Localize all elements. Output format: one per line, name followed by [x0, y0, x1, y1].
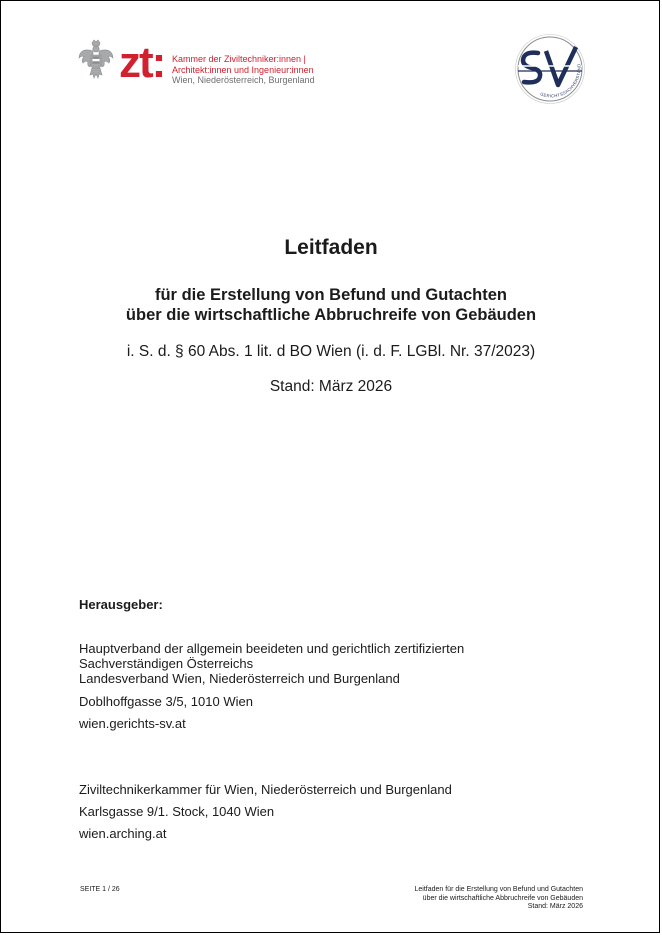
zt-logo-line3: Wien, Niederösterreich, Burgenland: [172, 75, 315, 85]
document-subtitle-line2: über die wirtschaftliche Abbruchreife von Gebäuden: [125, 306, 537, 324]
publisher-org1-web[interactable]: wien.gerichts-sv.at: [79, 716, 186, 731]
footer-line2: über die wirtschaftliche Abbruchreife von Gebäuden: [422, 894, 583, 902]
publisher-org2-address: Karlsgasse 9/1. Stock, 1040 Wien: [79, 804, 275, 819]
document-stand-date: Stand: März 2026: [269, 378, 393, 395]
footer-document-info: [414, 886, 583, 912]
sv-ring-text: GERICHTSSACHVERSTÄND: [539, 63, 582, 99]
zt-logo-mark: zt:: [119, 38, 165, 87]
page-number: SEITE 1 / 26: [80, 886, 120, 893]
publisher-heading: Herausgeber:: [79, 597, 163, 612]
publisher-org1-line3: Landesverband Wien, Niederösterreich und Burgenland: [79, 671, 400, 686]
footer-line1: Leitfaden für die Erstellung von Befund und Gutachten: [414, 886, 583, 893]
zt-logo-text: [172, 54, 315, 86]
legal-reference: i. S. d. § 60 Abs. 1 lit. d BO Wien (i. d. F. LGBl. Nr. 37/2023): [126, 343, 536, 360]
footer-line3: Stand: März 2026: [527, 903, 583, 910]
zt-logo-line1: Kammer der Ziviltechniker:innen |: [172, 54, 306, 64]
publisher-org2-web[interactable]: wien.arching.at: [79, 826, 167, 841]
publisher-org1-address: Doblhoffgasse 3/5, 1010 Wien: [79, 694, 253, 709]
zt-logo-line2: Architekt:innen und Ingenieur:innen: [172, 64, 314, 75]
publisher-org1-line1: Hauptverband der allgemein beeideten und gerichtlich zertifizierten: [79, 641, 465, 656]
document-title: Leitfaden: [284, 236, 378, 259]
sv-seal-icon: [510, 33, 590, 106]
austrian-eagle-icon: [78, 38, 114, 82]
publisher-org1-line2: Sachverständigen Österreichs: [79, 656, 254, 671]
publisher-org2-name: Ziviltechnikerkammer für Wien, Niederösterreich und Burgenland: [79, 782, 452, 797]
document-subtitle-line1: für die Erstellung von Befund und Gutachten: [154, 286, 507, 304]
